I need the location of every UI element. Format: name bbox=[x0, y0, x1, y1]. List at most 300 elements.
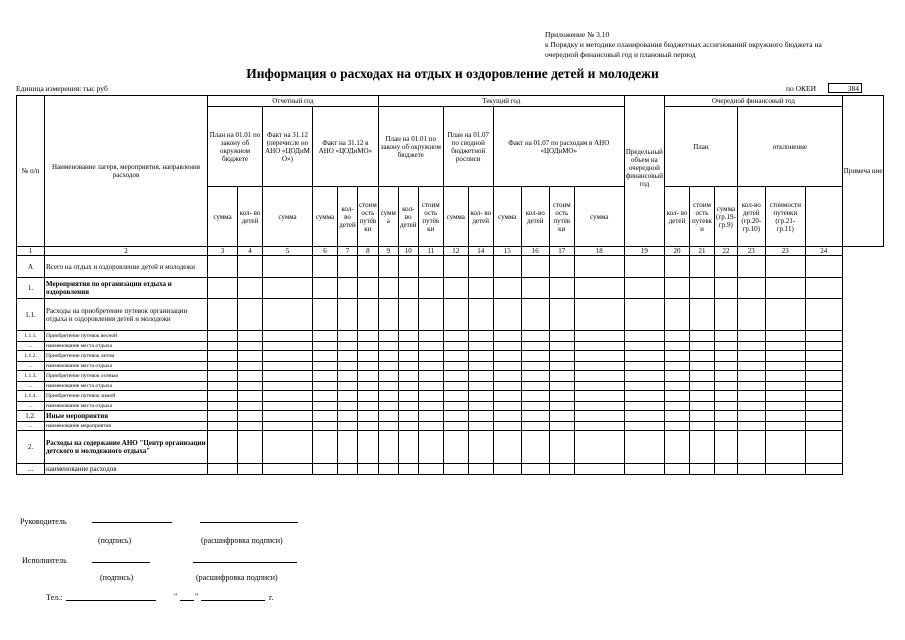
data-cell[interactable] bbox=[443, 464, 468, 475]
data-cell[interactable] bbox=[765, 371, 805, 382]
data-cell[interactable] bbox=[493, 342, 521, 351]
data-cell[interactable] bbox=[238, 331, 263, 342]
data-cell[interactable] bbox=[378, 351, 398, 362]
data-cell[interactable] bbox=[737, 371, 765, 382]
data-cell[interactable] bbox=[398, 342, 418, 351]
data-cell[interactable] bbox=[521, 278, 549, 299]
data-cell[interactable] bbox=[765, 411, 805, 422]
data-cell[interactable] bbox=[313, 391, 338, 402]
data-cell[interactable] bbox=[418, 411, 443, 422]
data-cell[interactable] bbox=[574, 431, 624, 464]
data-cell[interactable] bbox=[338, 362, 358, 371]
data-cell[interactable] bbox=[358, 411, 379, 422]
data-cell[interactable] bbox=[493, 278, 521, 299]
data-cell[interactable] bbox=[238, 256, 263, 278]
data-cell[interactable] bbox=[805, 362, 842, 371]
data-cell[interactable] bbox=[665, 391, 690, 402]
data-cell[interactable] bbox=[443, 331, 468, 342]
data-cell[interactable] bbox=[737, 256, 765, 278]
data-cell[interactable] bbox=[238, 422, 263, 431]
data-cell[interactable] bbox=[690, 351, 715, 362]
data-cell[interactable] bbox=[313, 371, 338, 382]
data-cell[interactable] bbox=[338, 371, 358, 382]
data-cell[interactable] bbox=[574, 278, 624, 299]
data-cell[interactable] bbox=[468, 431, 493, 464]
data-cell[interactable] bbox=[378, 464, 398, 475]
data-cell[interactable] bbox=[737, 342, 765, 351]
data-cell[interactable] bbox=[468, 342, 493, 351]
data-cell[interactable] bbox=[549, 371, 574, 382]
data-cell[interactable] bbox=[378, 402, 398, 411]
data-cell[interactable] bbox=[313, 331, 338, 342]
data-cell[interactable] bbox=[468, 362, 493, 371]
data-cell[interactable] bbox=[521, 391, 549, 402]
data-cell[interactable] bbox=[549, 422, 574, 431]
data-cell[interactable] bbox=[338, 331, 358, 342]
data-cell[interactable] bbox=[493, 299, 521, 331]
data-cell[interactable] bbox=[398, 422, 418, 431]
data-cell[interactable] bbox=[443, 411, 468, 422]
data-cell[interactable] bbox=[263, 362, 313, 371]
data-cell[interactable] bbox=[358, 431, 379, 464]
data-cell[interactable] bbox=[398, 299, 418, 331]
data-cell[interactable] bbox=[690, 464, 715, 475]
data-cell[interactable] bbox=[338, 256, 358, 278]
data-cell[interactable] bbox=[715, 299, 738, 331]
data-cell[interactable] bbox=[418, 382, 443, 391]
data-cell[interactable] bbox=[358, 278, 379, 299]
data-cell[interactable] bbox=[737, 331, 765, 342]
data-cell[interactable] bbox=[338, 382, 358, 391]
data-cell[interactable] bbox=[263, 411, 313, 422]
data-cell[interactable] bbox=[208, 342, 238, 351]
data-cell[interactable] bbox=[418, 278, 443, 299]
data-cell[interactable] bbox=[715, 382, 738, 391]
data-cell[interactable] bbox=[263, 422, 313, 431]
data-cell[interactable] bbox=[238, 464, 263, 475]
data-cell[interactable] bbox=[521, 331, 549, 342]
data-cell[interactable] bbox=[358, 299, 379, 331]
data-cell[interactable] bbox=[443, 362, 468, 371]
data-cell[interactable] bbox=[398, 402, 418, 411]
data-cell[interactable] bbox=[443, 422, 468, 431]
data-cell[interactable] bbox=[208, 431, 238, 464]
data-cell[interactable] bbox=[398, 362, 418, 371]
data-cell[interactable] bbox=[468, 411, 493, 422]
data-cell[interactable] bbox=[208, 391, 238, 402]
data-cell[interactable] bbox=[468, 464, 493, 475]
data-cell[interactable] bbox=[690, 431, 715, 464]
data-cell[interactable] bbox=[358, 391, 379, 402]
data-cell[interactable] bbox=[737, 411, 765, 422]
data-cell[interactable] bbox=[263, 256, 313, 278]
data-cell[interactable] bbox=[418, 422, 443, 431]
data-cell[interactable] bbox=[238, 431, 263, 464]
data-cell[interactable] bbox=[238, 402, 263, 411]
data-cell[interactable] bbox=[574, 422, 624, 431]
data-cell[interactable] bbox=[624, 256, 664, 278]
data-cell[interactable] bbox=[338, 391, 358, 402]
data-cell[interactable] bbox=[238, 371, 263, 382]
data-cell[interactable] bbox=[468, 422, 493, 431]
data-cell[interactable] bbox=[418, 431, 443, 464]
data-cell[interactable] bbox=[358, 464, 379, 475]
data-cell[interactable] bbox=[805, 331, 842, 342]
data-cell[interactable] bbox=[690, 362, 715, 371]
data-cell[interactable] bbox=[737, 431, 765, 464]
data-cell[interactable] bbox=[468, 299, 493, 331]
data-cell[interactable] bbox=[338, 402, 358, 411]
data-cell[interactable] bbox=[398, 464, 418, 475]
data-cell[interactable] bbox=[418, 371, 443, 382]
data-cell[interactable] bbox=[765, 464, 805, 475]
data-cell[interactable] bbox=[549, 256, 574, 278]
data-cell[interactable] bbox=[418, 362, 443, 371]
data-cell[interactable] bbox=[690, 342, 715, 351]
data-cell[interactable] bbox=[493, 331, 521, 342]
data-cell[interactable] bbox=[715, 331, 738, 342]
data-cell[interactable] bbox=[549, 464, 574, 475]
data-cell[interactable] bbox=[549, 278, 574, 299]
data-cell[interactable] bbox=[624, 382, 664, 391]
data-cell[interactable] bbox=[493, 351, 521, 362]
data-cell[interactable] bbox=[665, 299, 690, 331]
data-cell[interactable] bbox=[521, 256, 549, 278]
data-cell[interactable] bbox=[443, 351, 468, 362]
data-cell[interactable] bbox=[238, 382, 263, 391]
data-cell[interactable] bbox=[715, 464, 738, 475]
data-cell[interactable] bbox=[263, 371, 313, 382]
data-cell[interactable] bbox=[574, 411, 624, 422]
data-cell[interactable] bbox=[398, 431, 418, 464]
data-cell[interactable] bbox=[493, 464, 521, 475]
data-cell[interactable] bbox=[358, 362, 379, 371]
data-cell[interactable] bbox=[493, 402, 521, 411]
data-cell[interactable] bbox=[238, 351, 263, 362]
data-cell[interactable] bbox=[665, 331, 690, 342]
data-cell[interactable] bbox=[690, 402, 715, 411]
data-cell[interactable] bbox=[493, 362, 521, 371]
data-cell[interactable] bbox=[624, 351, 664, 362]
data-cell[interactable] bbox=[549, 351, 574, 362]
data-cell[interactable] bbox=[358, 402, 379, 411]
data-cell[interactable] bbox=[443, 278, 468, 299]
data-cell[interactable] bbox=[665, 256, 690, 278]
data-cell[interactable] bbox=[549, 402, 574, 411]
data-cell[interactable] bbox=[715, 351, 738, 362]
data-cell[interactable] bbox=[338, 278, 358, 299]
data-cell[interactable] bbox=[378, 331, 398, 342]
data-cell[interactable] bbox=[805, 382, 842, 391]
data-cell[interactable] bbox=[358, 371, 379, 382]
data-cell[interactable] bbox=[398, 351, 418, 362]
data-cell[interactable] bbox=[238, 278, 263, 299]
data-cell[interactable] bbox=[493, 422, 521, 431]
data-cell[interactable] bbox=[208, 382, 238, 391]
data-cell[interactable] bbox=[358, 331, 379, 342]
data-cell[interactable] bbox=[737, 422, 765, 431]
data-cell[interactable] bbox=[263, 351, 313, 362]
data-cell[interactable] bbox=[378, 342, 398, 351]
data-cell[interactable] bbox=[313, 402, 338, 411]
data-cell[interactable] bbox=[378, 278, 398, 299]
data-cell[interactable] bbox=[521, 382, 549, 391]
data-cell[interactable] bbox=[378, 256, 398, 278]
data-cell[interactable] bbox=[765, 431, 805, 464]
data-cell[interactable] bbox=[737, 382, 765, 391]
data-cell[interactable] bbox=[443, 342, 468, 351]
data-cell[interactable] bbox=[521, 362, 549, 371]
data-cell[interactable] bbox=[358, 256, 379, 278]
data-cell[interactable] bbox=[313, 411, 338, 422]
data-cell[interactable] bbox=[624, 362, 664, 371]
data-cell[interactable] bbox=[208, 362, 238, 371]
data-cell[interactable] bbox=[665, 402, 690, 411]
data-cell[interactable] bbox=[521, 431, 549, 464]
data-cell[interactable] bbox=[521, 411, 549, 422]
data-cell[interactable] bbox=[690, 371, 715, 382]
data-cell[interactable] bbox=[338, 342, 358, 351]
data-cell[interactable] bbox=[468, 402, 493, 411]
data-cell[interactable] bbox=[208, 299, 238, 331]
data-cell[interactable] bbox=[765, 391, 805, 402]
data-cell[interactable] bbox=[624, 278, 664, 299]
data-cell[interactable] bbox=[624, 371, 664, 382]
data-cell[interactable] bbox=[624, 391, 664, 402]
data-cell[interactable] bbox=[737, 391, 765, 402]
data-cell[interactable] bbox=[549, 331, 574, 342]
data-cell[interactable] bbox=[443, 402, 468, 411]
data-cell[interactable] bbox=[398, 256, 418, 278]
data-cell[interactable] bbox=[493, 382, 521, 391]
data-cell[interactable] bbox=[418, 402, 443, 411]
data-cell[interactable] bbox=[765, 278, 805, 299]
data-cell[interactable] bbox=[690, 391, 715, 402]
data-cell[interactable] bbox=[665, 431, 690, 464]
data-cell[interactable] bbox=[715, 431, 738, 464]
data-cell[interactable] bbox=[521, 371, 549, 382]
data-cell[interactable] bbox=[238, 299, 263, 331]
data-cell[interactable] bbox=[338, 351, 358, 362]
data-cell[interactable] bbox=[624, 422, 664, 431]
data-cell[interactable] bbox=[574, 402, 624, 411]
data-cell[interactable] bbox=[263, 331, 313, 342]
data-cell[interactable] bbox=[624, 431, 664, 464]
data-cell[interactable] bbox=[238, 342, 263, 351]
data-cell[interactable] bbox=[715, 422, 738, 431]
data-cell[interactable] bbox=[263, 391, 313, 402]
data-cell[interactable] bbox=[574, 299, 624, 331]
data-cell[interactable] bbox=[549, 362, 574, 371]
data-cell[interactable] bbox=[398, 331, 418, 342]
data-cell[interactable] bbox=[624, 299, 664, 331]
data-cell[interactable] bbox=[690, 331, 715, 342]
data-cell[interactable] bbox=[715, 411, 738, 422]
data-cell[interactable] bbox=[443, 391, 468, 402]
data-cell[interactable] bbox=[805, 464, 842, 475]
data-cell[interactable] bbox=[313, 431, 338, 464]
data-cell[interactable] bbox=[238, 411, 263, 422]
data-cell[interactable] bbox=[549, 342, 574, 351]
data-cell[interactable] bbox=[468, 278, 493, 299]
data-cell[interactable] bbox=[493, 371, 521, 382]
data-cell[interactable] bbox=[443, 299, 468, 331]
data-cell[interactable] bbox=[765, 299, 805, 331]
data-cell[interactable] bbox=[468, 391, 493, 402]
data-cell[interactable] bbox=[765, 342, 805, 351]
data-cell[interactable] bbox=[715, 256, 738, 278]
data-cell[interactable] bbox=[208, 256, 238, 278]
data-cell[interactable] bbox=[765, 362, 805, 371]
data-cell[interactable] bbox=[665, 362, 690, 371]
data-cell[interactable] bbox=[358, 351, 379, 362]
data-cell[interactable] bbox=[624, 342, 664, 351]
data-cell[interactable] bbox=[313, 278, 338, 299]
data-cell[interactable] bbox=[443, 256, 468, 278]
data-cell[interactable] bbox=[665, 342, 690, 351]
data-cell[interactable] bbox=[398, 278, 418, 299]
data-cell[interactable] bbox=[715, 402, 738, 411]
data-cell[interactable] bbox=[715, 371, 738, 382]
data-cell[interactable] bbox=[263, 382, 313, 391]
data-cell[interactable] bbox=[805, 422, 842, 431]
data-cell[interactable] bbox=[378, 422, 398, 431]
data-cell[interactable] bbox=[263, 299, 313, 331]
data-cell[interactable] bbox=[805, 431, 842, 464]
data-cell[interactable] bbox=[765, 422, 805, 431]
data-cell[interactable] bbox=[468, 382, 493, 391]
data-cell[interactable] bbox=[574, 256, 624, 278]
data-cell[interactable] bbox=[624, 411, 664, 422]
data-cell[interactable] bbox=[521, 402, 549, 411]
data-cell[interactable] bbox=[418, 299, 443, 331]
data-cell[interactable] bbox=[737, 351, 765, 362]
data-cell[interactable] bbox=[805, 402, 842, 411]
data-cell[interactable] bbox=[765, 256, 805, 278]
data-cell[interactable] bbox=[263, 464, 313, 475]
data-cell[interactable] bbox=[263, 278, 313, 299]
data-cell[interactable] bbox=[398, 411, 418, 422]
data-cell[interactable] bbox=[338, 411, 358, 422]
data-cell[interactable] bbox=[765, 331, 805, 342]
data-cell[interactable] bbox=[238, 391, 263, 402]
data-cell[interactable] bbox=[715, 342, 738, 351]
data-cell[interactable] bbox=[263, 342, 313, 351]
data-cell[interactable] bbox=[715, 391, 738, 402]
data-cell[interactable] bbox=[378, 362, 398, 371]
data-cell[interactable] bbox=[737, 464, 765, 475]
data-cell[interactable] bbox=[208, 422, 238, 431]
data-cell[interactable] bbox=[338, 464, 358, 475]
data-cell[interactable] bbox=[805, 299, 842, 331]
data-cell[interactable] bbox=[737, 278, 765, 299]
data-cell[interactable] bbox=[378, 382, 398, 391]
data-cell[interactable] bbox=[208, 278, 238, 299]
data-cell[interactable] bbox=[378, 391, 398, 402]
data-cell[interactable] bbox=[690, 411, 715, 422]
data-cell[interactable] bbox=[468, 351, 493, 362]
data-cell[interactable] bbox=[805, 342, 842, 351]
data-cell[interactable] bbox=[313, 362, 338, 371]
data-cell[interactable] bbox=[549, 382, 574, 391]
data-cell[interactable] bbox=[398, 371, 418, 382]
data-cell[interactable] bbox=[690, 256, 715, 278]
data-cell[interactable] bbox=[549, 299, 574, 331]
data-cell[interactable] bbox=[805, 351, 842, 362]
data-cell[interactable] bbox=[805, 391, 842, 402]
data-cell[interactable] bbox=[574, 391, 624, 402]
data-cell[interactable] bbox=[574, 464, 624, 475]
data-cell[interactable] bbox=[737, 402, 765, 411]
data-cell[interactable] bbox=[338, 422, 358, 431]
data-cell[interactable] bbox=[574, 331, 624, 342]
data-cell[interactable] bbox=[549, 411, 574, 422]
data-cell[interactable] bbox=[521, 422, 549, 431]
data-cell[interactable] bbox=[418, 464, 443, 475]
data-cell[interactable] bbox=[737, 299, 765, 331]
data-cell[interactable] bbox=[378, 371, 398, 382]
data-cell[interactable] bbox=[208, 351, 238, 362]
data-cell[interactable] bbox=[805, 256, 842, 278]
data-cell[interactable] bbox=[418, 331, 443, 342]
data-cell[interactable] bbox=[263, 431, 313, 464]
data-cell[interactable] bbox=[313, 299, 338, 331]
data-cell[interactable] bbox=[665, 278, 690, 299]
data-cell[interactable] bbox=[378, 299, 398, 331]
data-cell[interactable] bbox=[208, 464, 238, 475]
data-cell[interactable] bbox=[665, 411, 690, 422]
data-cell[interactable] bbox=[805, 371, 842, 382]
data-cell[interactable] bbox=[690, 382, 715, 391]
data-cell[interactable] bbox=[574, 351, 624, 362]
data-cell[interactable] bbox=[715, 362, 738, 371]
data-cell[interactable] bbox=[338, 299, 358, 331]
data-cell[interactable] bbox=[521, 351, 549, 362]
data-cell[interactable] bbox=[690, 422, 715, 431]
data-cell[interactable] bbox=[549, 391, 574, 402]
data-cell[interactable] bbox=[418, 256, 443, 278]
data-cell[interactable] bbox=[443, 382, 468, 391]
data-cell[interactable] bbox=[549, 431, 574, 464]
data-cell[interactable] bbox=[805, 278, 842, 299]
data-cell[interactable] bbox=[358, 342, 379, 351]
data-cell[interactable] bbox=[398, 382, 418, 391]
data-cell[interactable] bbox=[418, 391, 443, 402]
data-cell[interactable] bbox=[690, 278, 715, 299]
data-cell[interactable] bbox=[378, 411, 398, 422]
data-cell[interactable] bbox=[208, 371, 238, 382]
data-cell[interactable] bbox=[238, 362, 263, 371]
data-cell[interactable] bbox=[313, 342, 338, 351]
data-cell[interactable] bbox=[493, 256, 521, 278]
data-cell[interactable] bbox=[443, 371, 468, 382]
data-cell[interactable] bbox=[378, 431, 398, 464]
data-cell[interactable] bbox=[765, 351, 805, 362]
data-cell[interactable] bbox=[313, 256, 338, 278]
data-cell[interactable] bbox=[665, 351, 690, 362]
data-cell[interactable] bbox=[765, 402, 805, 411]
data-cell[interactable] bbox=[493, 411, 521, 422]
data-cell[interactable] bbox=[418, 351, 443, 362]
data-cell[interactable] bbox=[521, 342, 549, 351]
data-cell[interactable] bbox=[313, 464, 338, 475]
data-cell[interactable] bbox=[493, 391, 521, 402]
data-cell[interactable] bbox=[765, 382, 805, 391]
data-cell[interactable] bbox=[574, 342, 624, 351]
data-cell[interactable] bbox=[418, 342, 443, 351]
data-cell[interactable] bbox=[358, 382, 379, 391]
data-cell[interactable] bbox=[690, 299, 715, 331]
